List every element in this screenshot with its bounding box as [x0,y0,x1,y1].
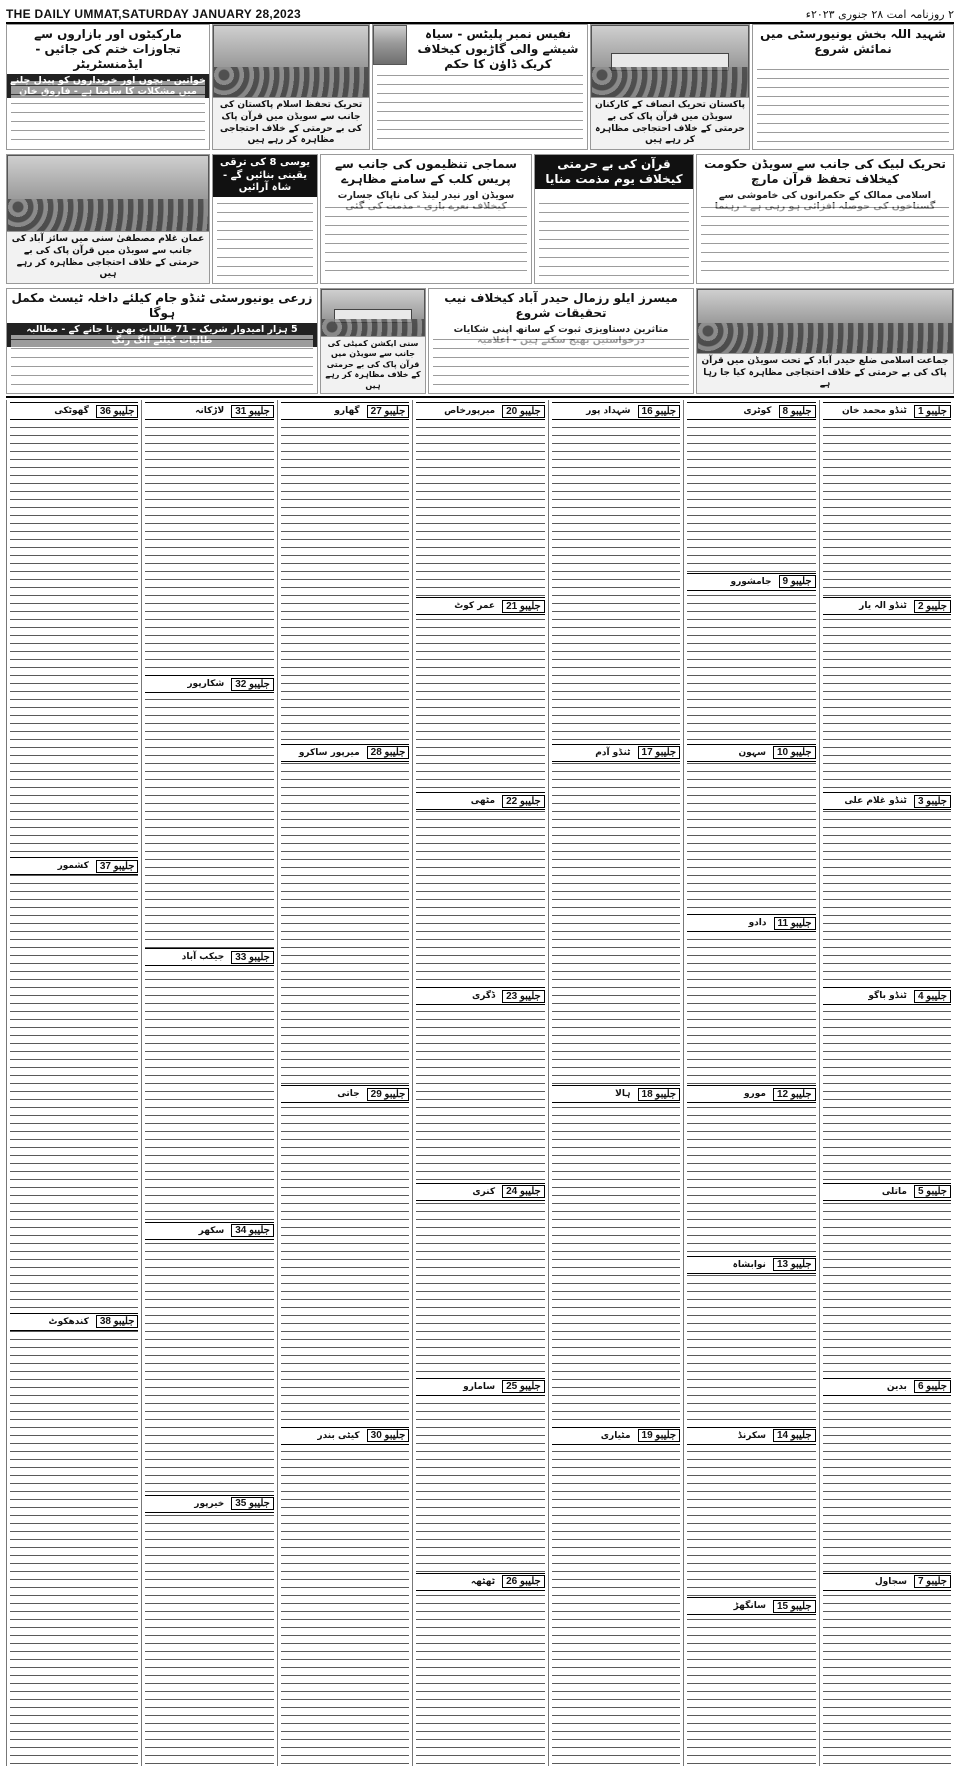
dateline-place: جیکب آباد [181,952,225,963]
story-body [11,81,205,145]
dateline-number: جلیبو 35 [231,1497,274,1510]
dateline [281,1085,409,1103]
portrait-photo [373,25,407,65]
news-column [141,400,276,1766]
dateline-number: جلیبو 18 [638,1088,681,1101]
dateline [10,1313,138,1331]
dateline [823,1183,951,1201]
dateline [416,597,544,615]
dateline [552,1085,680,1103]
dateline [281,1427,409,1445]
dateline-number: جلیبو 38 [96,1315,139,1328]
photo-caption: تحریک تحفظ اسلام پاکستان کی جانب سے سویڈن میں قرآن پاک کی بے حرمتی کے خلاف احتجاجی مظاہرہ کر رہے ہیں [213,97,369,149]
photo-sunni-protest [6,154,210,284]
dateline-place: ٹنڈو آدم [595,747,631,758]
dateline-number: جلیبو 2 [914,600,951,613]
photo-jamaat-protest [696,288,954,394]
masthead [6,6,954,24]
masthead-english: THE DAILY UMMAT,SATURDAY JANUARY 28,2023 [6,7,301,21]
news-column [277,400,412,1766]
dateline-number: جلیبو 13 [773,1258,816,1271]
dateline [281,744,409,762]
dateline-place: کیٹی بندر [317,1430,360,1441]
news-column [412,400,547,1766]
dateline [145,402,273,420]
dateline-place: میرپور ساکرو [298,747,360,758]
dateline [823,402,951,420]
dateline [687,402,815,420]
dateline-place: سامارو [463,1381,496,1392]
subheadline: متاثرین دستاویزی ثبوت کے ساتھ اپنی شکایات [453,324,669,335]
dateline-place: ماتلی [881,1186,907,1197]
dateline [416,792,544,810]
dateline [10,402,138,420]
story-body [377,71,583,145]
photo-pti-protest [590,24,750,150]
dateline [687,1427,815,1445]
masthead-urdu: ۲ روزنامہ امت ۲۸ جنوری ۲۰۲۳ء [805,7,954,21]
dateline [687,914,815,932]
dateline-number: جلیبو 7 [914,1575,951,1588]
dateline-number: جلیبو 25 [502,1380,545,1393]
headline: یوسی 8 کی ترقی یقینی بنائیں گے - شاہ آرائیں [213,155,317,197]
dateline-number: جلیبو 28 [367,746,410,759]
dateline [281,402,409,420]
story-youm-e-mazammat [534,154,694,284]
photo-sunni-action-committee [320,288,426,394]
dateline [687,744,815,762]
story-encroachment [6,24,210,150]
dateline-place: نوابشاہ [732,1259,766,1270]
dateline [552,1427,680,1445]
dateline-number: جلیبو 5 [914,1185,951,1198]
dateline-place: شہداد پور [586,406,631,416]
dateline [416,402,544,420]
dateline-place: شکارپور [187,679,225,690]
story-nab-inquiry [428,288,694,394]
dateline [10,857,138,875]
photo-caption: عمان غلام مصطفیٰ سنی میں سائز آباد کی جانب سے سویڈن میں قرآن پاک کی بے حرمتی کے خلاف احتجاجی مظاہرہ کر رہے ہیں [7,231,209,283]
dateline-place: میرپورخاص [444,406,496,416]
photo-caption: پاکستان تحریک انصاف کے کارکنان سویڈن میں قرآن پاک کی بے حرمتی کے خلاف احتجاجی مظاہرہ کر رہے ہیں [591,97,749,149]
section-rule [6,396,954,398]
dateline-place: خیرپور [194,1498,225,1509]
dateline-number: جلیبو 19 [638,1429,681,1442]
dateline-place: مٹیاری [600,1430,631,1441]
dateline-number: جلیبو 10 [773,746,816,759]
dateline [687,1085,815,1103]
dateline-place: ٹنڈو محمد خان [841,406,907,416]
dateline-number: جلیبو 1 [914,405,951,418]
headline: مارکیٹوں اور بازاروں سے تجاوزات ختم کی جائیں - ایڈمنسٹریٹر [34,27,182,71]
subheadline: سویڈن اور نیدر لینڈ کی ناپاک جسارت [337,190,515,201]
dateline [823,1378,951,1396]
dateline-number: جلیبو 27 [367,405,410,418]
dateline [823,1573,951,1591]
subheadline: اسلامی ممالک کے حکمرانوں کی خاموشی سے [718,190,932,201]
story-body [757,65,949,145]
dateline-number: جلیبو 3 [914,795,951,808]
news-column [6,400,141,1766]
dateline-number: جلیبو 14 [773,1429,816,1442]
headline: سماجی تنظیموں کی جانب سے پریس کلب کے سامنے مظاہرے [335,157,517,186]
dateline [823,792,951,810]
dateline [416,1573,544,1591]
dateline-place: سکھر [198,1225,225,1236]
story-number-plates [372,24,588,150]
story-body [433,335,689,389]
dateline [552,402,680,420]
dateline-place: ہالا [615,1089,631,1099]
dateline-place: کوٹری [743,406,772,416]
dateline-place: ٹھٹھہ [470,1576,496,1587]
dateline-place: مٹھی [470,796,496,807]
story-body [217,199,313,279]
dateline-place: کنری [472,1186,496,1197]
story-press-club-protest [320,154,532,284]
dateline-number: جلیبو 11 [774,917,816,930]
story-body [11,335,313,389]
headline: تحریک لبیک کی جانب سے سویڈن حکومت کیخلاف تحفظ قرآن مارچ [704,157,946,186]
dateline [552,744,680,762]
dateline-number: جلیبو 37 [96,860,139,873]
dateline [687,573,815,591]
photo-caption: سنی ایکشن کمیٹی کی جانب سے سویڈن میں قرآن پاک کی بے حرمتی کے خلاف مظاہرہ کر رہے ہیں [321,336,425,393]
headline: نفیس نمبر پلیٹس - سیاہ شیشے والی گاڑیوں کیخلاف کریک ڈاؤن کا حکم [417,27,579,71]
story-tehreek-labbaik-march [696,154,954,284]
dateline-number: جلیبو 23 [502,990,545,1003]
news-column [548,400,683,1766]
dateline-place: گھوٹکی [54,406,89,416]
dateline-number: جلیبو 12 [773,1088,816,1101]
headline: شہید اللہ بخش یونیورسٹی میں نمائش شروع [760,27,946,56]
dateline-place: سہون [738,747,766,758]
dateline-number: جلیبو 34 [231,1224,274,1237]
dateline [145,1222,273,1240]
dateline-place: مورو [743,1089,766,1099]
story-body [325,203,527,279]
city-briefs-grid [6,400,954,1766]
story-body [539,199,689,279]
news-column [683,400,818,1766]
dateline [416,1183,544,1201]
photo-tehreek-protest [212,24,370,150]
dateline-place: بدین [886,1381,907,1392]
dateline-number: جلیبو 15 [773,1600,816,1613]
dateline-number: جلیبو 9 [779,575,816,588]
dateline [687,1256,815,1274]
dateline-number: جلیبو 4 [914,990,951,1003]
dateline-place: جاتی [337,1089,360,1099]
dateline-place: کشمور [57,861,89,872]
dateline-number: جلیبو 21 [502,600,545,613]
dateline [416,987,544,1005]
dateline-number: جلیبو 16 [638,405,681,418]
dateline-place: لاڑکانہ [195,406,225,416]
dateline [687,1597,815,1615]
dateline-place: ٹنڈو غلام علی [844,796,907,807]
dateline-place: سانگھڑ [733,1601,766,1612]
dateline-number: جلیبو 17 [638,746,681,759]
dateline-number: جلیبو 8 [779,405,816,418]
headline: قرآن کی بے حرمتی کیخلاف یوم مذمت منایا [535,155,693,189]
news-column [819,400,954,1766]
dateline-number: جلیبو 31 [231,405,274,418]
dateline-place: جامشورو [730,576,772,587]
subheadline: 5 ہزار امیدوار شریک - 71 طالبات بھی نا جانے کے - مطالبہ [7,323,317,347]
photo-caption: جماعت اسلامی ضلع حیدر آباد کے تحت سویڈن میں قرآن پاک کی بے حرمتی کے خلاف احتجاجی مظاہرہ کیا جا رہا ہے [697,353,953,393]
dateline [416,1378,544,1396]
dateline [823,987,951,1005]
dateline-number: جلیبو 24 [502,1185,545,1198]
dateline-place: گھارو [334,406,360,416]
story-agri-university-test [6,288,318,394]
dateline-place: ٹنڈو الہ یار [859,601,907,612]
dateline [823,597,951,615]
dateline-number: جلیبو 30 [367,1429,410,1442]
dateline-number: جلیبو 6 [914,1380,951,1393]
dateline [145,948,273,966]
dateline-place: دادو [748,918,767,929]
dateline-number: جلیبو 22 [502,795,545,808]
dateline [145,675,273,693]
dateline-place: سکرنڈ [737,1430,766,1441]
dateline-number: جلیبو 20 [502,405,545,418]
dateline [145,1495,273,1513]
headline: میسرز ایلو رزمال حیدر آباد کیخلاف نیب تحقیقات شروع [444,291,678,320]
story-uc8-development [212,154,318,284]
dateline-place: ڈگری [472,991,496,1002]
dateline-number: جلیبو 32 [231,678,274,691]
dateline-number: جلیبو 33 [231,951,274,964]
dateline-place: ٹنڈو باگو [868,991,907,1002]
story-body [701,203,949,279]
dateline-number: جلیبو 26 [502,1575,545,1588]
story-university-exhibition [752,24,954,150]
dateline-number: جلیبو 29 [367,1088,410,1101]
dateline-place: سجاول [874,1576,907,1587]
dateline-place: عمر کوٹ [454,601,496,612]
headline: زرعی یونیورسٹی ٹنڈو جام کیلئے داخلہ ٹیسٹ مکمل ہوگا [11,291,313,320]
dateline-number: جلیبو 36 [96,405,139,418]
dateline-place: کندھکوٹ [48,1316,89,1327]
